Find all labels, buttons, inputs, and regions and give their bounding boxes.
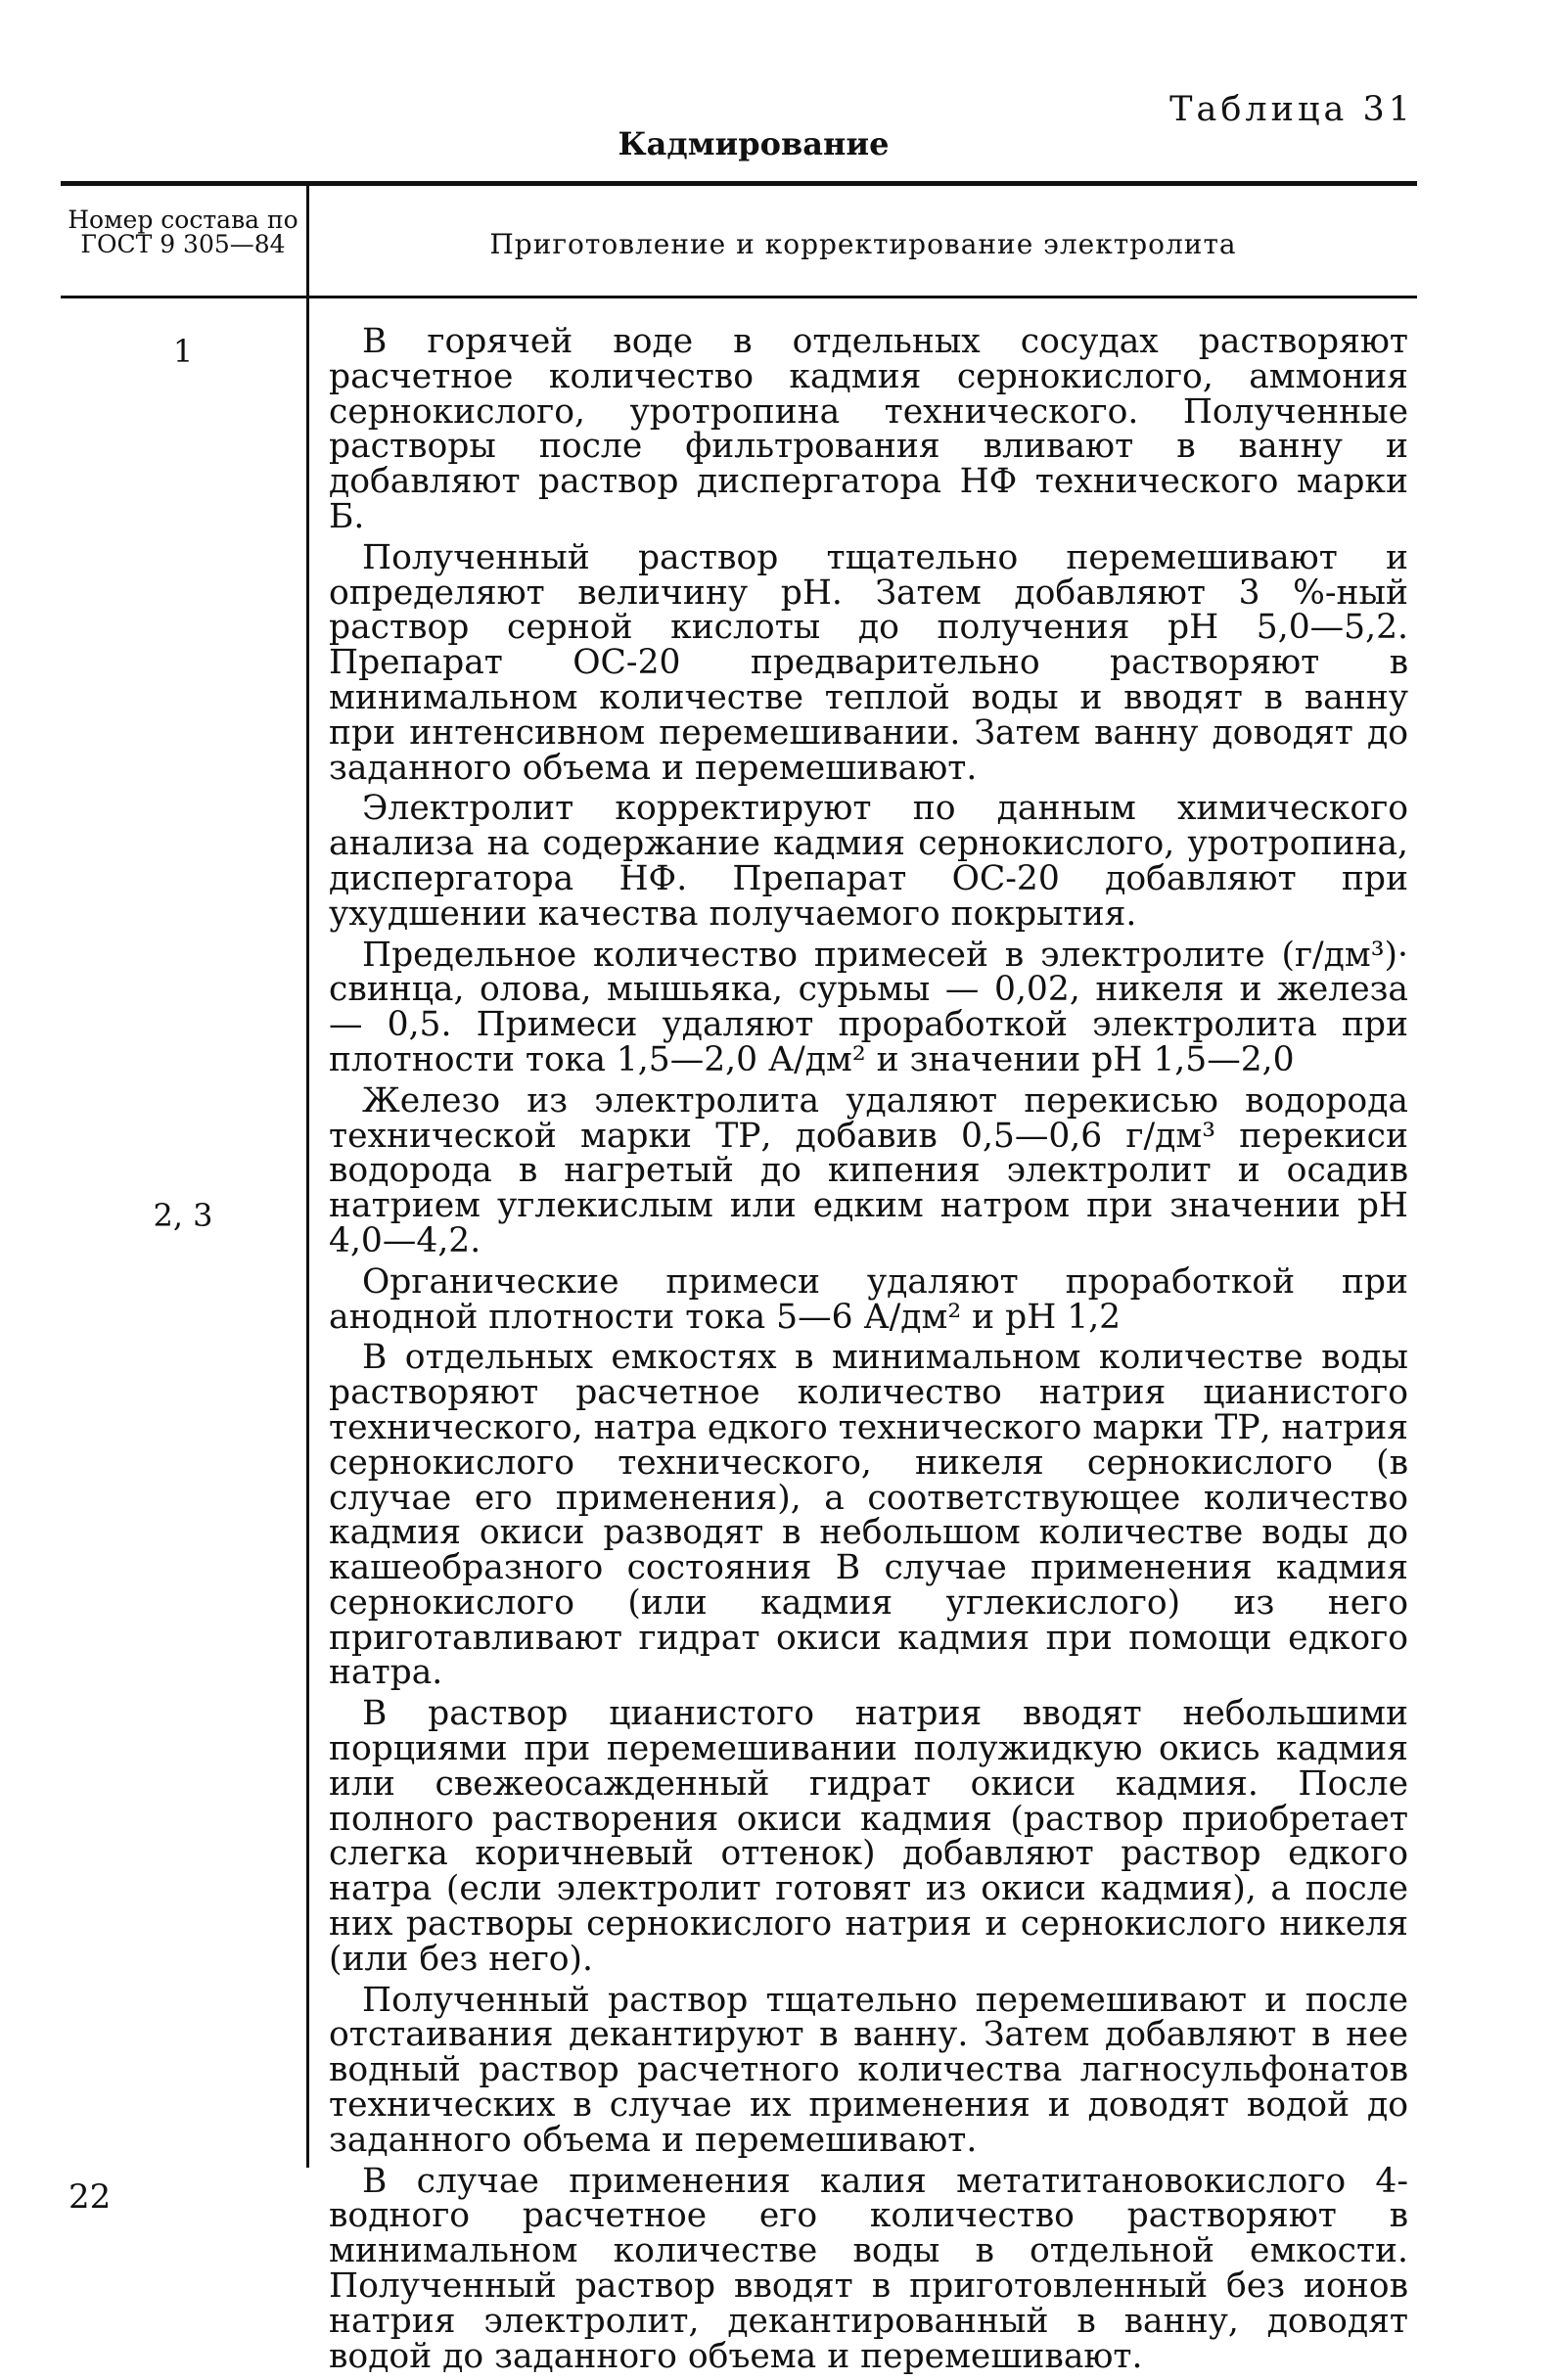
composition-number-header: Номер состава по ГОСТ 9 305—84 [68, 206, 298, 258]
paragraph: В раствор цианистого натрия вводят небольшими порциями при перемешивании полужидкую окись кадмия или свежеосажденный гидрат окиси кадмия. После полного растворения окиси кадмия (раствор приобретает слегка коричневый оттенок) добавляют раствор едкого натра (если электролит готовят из окиси кадмия), а после них растворы сернокислого натрия и сернокислого никеля (или без него). [329, 1694, 1408, 1979]
preparation-header: Приготовление и корректирование электролита [489, 228, 1237, 260]
paragraph: Органические примеси удаляют проработкой при анодной плотности тока 5—6 А/дм² и pH 1,2 [329, 1261, 1408, 1337]
table-label: Таблица 31 [1169, 90, 1414, 129]
body-column-divider [306, 298, 309, 2168]
row-number: 1 [172, 333, 194, 370]
paragraph: В случае применения калия метатитановокислого 4-водного расчетное его количество растворяют в минимальном количестве воды в отдельной емкости. Полученный раствор вводят в приготовленный без ионов натрия электролит, декантированный в ванну, доводят водой до заданного объема и перемешивают. [329, 2161, 1408, 2376]
page-number: 22 [69, 2177, 112, 2217]
paragraph: В отдельных емкостях в минимальном количестве воды растворяют расчетное количество натрия цианистого технического, натра едкого технического марки ТР, натрия сернокислого технического, никеля сернокислого (в случае его применения), а соответствующее количество кадмия окиси разводят в небольшом количестве воды до кашеобразного состояния В случае применения кадмия сернокислого (или кадмия углекислого) из него приготавливают гидрат окиси кадмия при помощи едкого натра. [329, 1338, 1408, 1693]
preparation-column [329, 322, 1408, 2380]
paragraph: Полученный раствор тщательно перемешивают и после отстаивания декантируют в ванну. Затем добавляют в нее водный раствор расчетного количества лагносульфонатов технических в случае их применения и доводят водой до заданного объема и перемешивают. [329, 1980, 1408, 2160]
header-bottom-rule [61, 296, 1417, 298]
paragraph: Железо из электролита удаляют перекисью водорода технической марки ТР, добавив 0,5—0,6 г/дм³ перекиси водорода в нагретый до кипения электролит и осадив натрием углекислым или едким натром при значении pH 4,0—4,2. [329, 1080, 1408, 1260]
paragraph: Полученный раствор тщательно перемешивают и определяют величину pH. Затем добавляют 3 %-ный раствор серной кислоты до получения pH 5,0—5,2. Препарат ОС-20 предварительно растворяют в минимальном количестве теплой воды и вводят в ванну при интенсивном перемешивании. Затем ванну доводят до заданного объема и перемешивают. [329, 537, 1408, 788]
paragraph: Электролит корректируют по данным химического анализа на содержание кадмия сернокислого, уротропина, диспергатора НФ. Препарат ОС-20 добавляют при ухудшении качества получаемого покрытия. [329, 789, 1408, 934]
table-title: Кадмирование [618, 125, 890, 162]
paragraph: В горячей воде в отдельных сосудах растворяют расчетное количество кадмия сернокислого, аммония сернокислого, уротропина технического. Полученные растворы после фильтрования вливают в ванну и добавляют раствор диспергатора НФ технического марки Б. [329, 322, 1408, 536]
paragraph: Предельное количество примесей в электролите (г/дм³)· свинца, олова, мышьяка, сурьмы — 0,02, никеля и железа — 0,5. Примеси удаляют проработкой электролита при плотности тока 1,5—2,0 А/дм² и значении pH 1,5—2,0 [329, 935, 1408, 1079]
row-number: 2, 3 [153, 1197, 213, 1234]
table-top-rule [61, 181, 1417, 186]
